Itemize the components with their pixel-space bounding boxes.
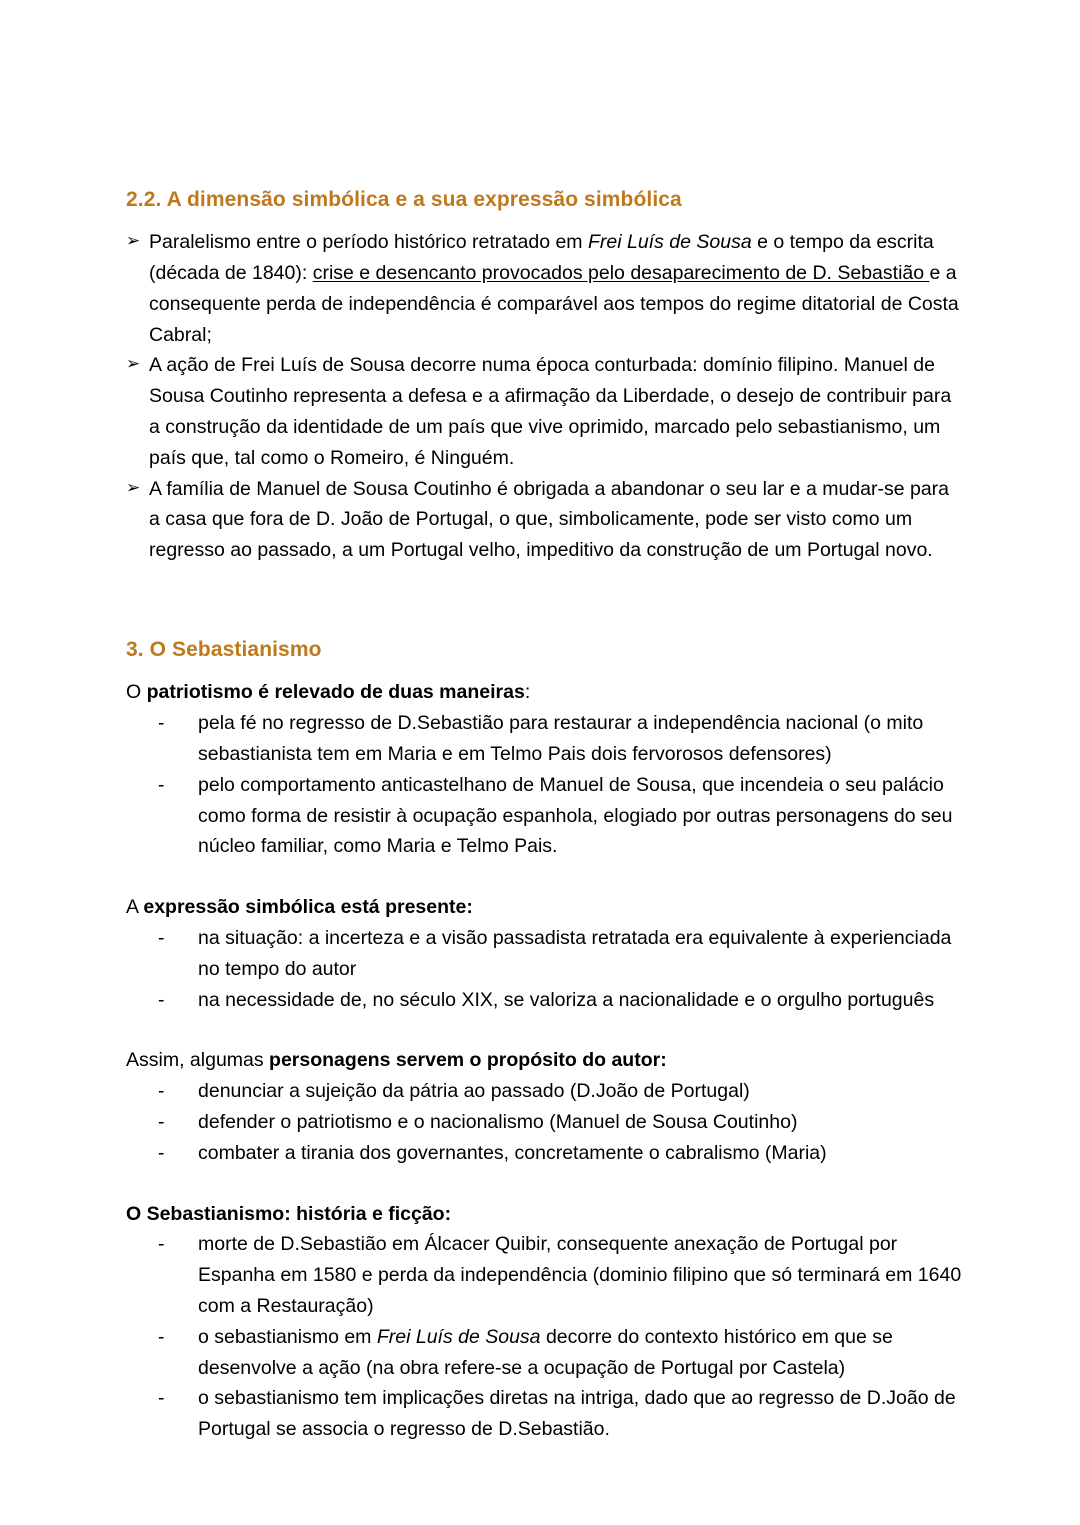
document-body xyxy=(126,186,964,1445)
block-spacer xyxy=(126,862,964,892)
text-run-underline: crise e desencanto provocados pelo desaparecimento de D. Sebastião xyxy=(312,262,930,285)
text-run-bold: patriotismo é relevado de duas maneiras xyxy=(146,681,525,704)
dash-bullet-list-historia-e-ficcao xyxy=(126,1229,964,1445)
dash-bullet-icon: - xyxy=(158,1387,165,1410)
dash-list-item xyxy=(126,1229,964,1321)
text-run-normal: e o tempo da escrita (década de 1840): xyxy=(149,231,934,285)
dash-list-item-text xyxy=(198,712,923,765)
text-run-normal: o sebastianismo em xyxy=(198,1325,377,1348)
text-run-normal: A xyxy=(126,896,144,919)
dash-list-item xyxy=(126,1107,964,1138)
dash-list-item-text xyxy=(198,774,952,858)
text-run-normal: A ação de Frei Luís de Sousa decorre numa época conturbada: domínio filipino. Manuel de Sousa Coutinho representa a defesa e a afirmação da Liberdade, o desejo de contribuir para a construção da identidade de um país que vive oprimido, marcado pelo sebastianismo, um país que, tal como o Romeiro, é Ninguém. xyxy=(149,354,952,469)
dash-list-item xyxy=(126,1138,964,1169)
dash-bullet-icon: - xyxy=(158,1233,165,1256)
text-run-normal: : xyxy=(524,681,531,704)
dash-list-item-text xyxy=(198,1142,827,1164)
text-run-normal: combater a tirania dos governantes, concretamente o cabralismo (Maria) xyxy=(198,1141,827,1164)
section-heading-dimensao-simbolica: 2.2. A dimensão simbólica e a sua expressão simbólica xyxy=(126,188,682,211)
text-run-normal: na necessidade de, no século XIX, se valoriza a nacionalidade e o orgulho português xyxy=(198,988,935,1011)
dash-list-item-text xyxy=(198,927,951,980)
block-expressao-simbolica xyxy=(126,892,964,1015)
dash-list-item-text xyxy=(198,1387,956,1440)
block-lead-patriotismo xyxy=(126,677,964,708)
dash-list-item xyxy=(126,1322,964,1384)
dash-bullet-icon: - xyxy=(158,1080,165,1103)
arrow-bullet-icon: ➢ xyxy=(126,231,141,251)
arrow-list-item xyxy=(126,350,964,473)
block-historia-e-ficcao xyxy=(126,1199,964,1445)
dash-bullet-list-expressao-simbolica xyxy=(126,923,964,1015)
text-run-normal: A família de Manuel de Sousa Coutinho é obrigada a abandonar o seu lar e a mudar-se para a casa que fora de D. João de Portugal, o que, simbolicamente, pode ser visto como um regresso ao passado, a um Portugal velho, impeditivo da construção de um Portugal novo. xyxy=(149,477,950,562)
text-run-italic: Frei Luís de Sousa xyxy=(587,231,752,254)
arrow-list-item-text xyxy=(149,231,959,345)
section-heading-sebastianismo: 3. O Sebastianismo xyxy=(126,638,322,662)
section-spacer xyxy=(126,566,964,636)
arrow-bullet-icon: ➢ xyxy=(126,354,141,374)
text-run-normal: denunciar a sujeição da pátria ao passado (D.João de Portugal) xyxy=(198,1080,750,1103)
block-spacer xyxy=(126,1169,964,1199)
text-run-normal: Assim, algumas xyxy=(126,1049,270,1072)
dash-bullet-icon: - xyxy=(158,1325,165,1348)
dash-list-item xyxy=(126,923,964,985)
dash-bullet-list-personagens-proposito xyxy=(126,1076,964,1168)
block-lead-historia-e-ficcao xyxy=(126,1199,964,1230)
text-run-normal: na situação: a incerteza e a visão passadista retratada era equivalente à experienciada no tempo do autor xyxy=(198,926,952,980)
block-lead-expressao-simbolica xyxy=(126,892,964,923)
dash-bullet-icon: - xyxy=(158,1110,165,1133)
text-run-bold: expressão simbólica está presente: xyxy=(143,896,473,919)
dash-list-item xyxy=(126,1383,964,1445)
dash-bullet-icon: - xyxy=(158,1141,165,1164)
text-run-normal: decorre do contexto histórico em que se desenvolve a ação (na obra refere-se a ocupação de Portugal por Castela) xyxy=(198,1325,893,1379)
dash-list-item-text xyxy=(198,989,934,1011)
text-run-normal: defender o patriotismo e o nacionalismo (Manuel de Sousa Coutinho) xyxy=(198,1110,798,1133)
text-run-normal: O xyxy=(126,681,147,704)
arrow-list-item xyxy=(126,474,964,566)
dash-list-item-text xyxy=(198,1111,797,1133)
dash-bullet-list-patriotismo xyxy=(126,708,964,862)
dash-bullet-icon: - xyxy=(158,773,165,796)
dash-bullet-icon: - xyxy=(158,712,165,735)
block-patriotismo xyxy=(126,677,964,862)
dash-list-item xyxy=(126,770,964,862)
arrow-list-item xyxy=(126,227,964,350)
arrow-bullet-list-dimensao-simbolica xyxy=(126,227,964,566)
dash-list-item xyxy=(126,1076,964,1107)
dash-bullet-icon: - xyxy=(158,926,165,949)
text-run-normal: e a consequente perda de independência é comparável aos tempos do regime ditatorial de Costa Cabral; xyxy=(149,262,959,346)
block-spacer xyxy=(126,1015,964,1045)
arrow-list-item-text xyxy=(149,354,951,468)
text-run-italic: Frei Luís de Sousa xyxy=(376,1325,541,1348)
dash-list-item xyxy=(126,708,964,770)
text-run-bold: personagens servem o propósito do autor: xyxy=(269,1049,667,1072)
text-run-normal: morte de D.Sebastião em Álcacer Quibir, consequente anexação de Portugal por Espanha em 1580 e perda da independência (dominio filipino que só terminará em 1640 com a Restauração) xyxy=(198,1233,962,1317)
dash-list-item-text xyxy=(198,1080,750,1102)
dash-bullet-icon: - xyxy=(158,988,165,1011)
text-run-normal: o sebastianismo tem implicações diretas na intriga, dado que ao regresso de D.João de Portugal se associa o regresso de D.Sebastião. xyxy=(198,1387,956,1441)
block-personagens-proposito xyxy=(126,1045,964,1168)
text-run-normal: Paralelismo entre o período histórico retratado em xyxy=(149,231,588,254)
text-run-normal: pelo comportamento anticastelhano de Manuel de Sousa, que incendeia o seu palácio como forma de resistir à ocupação espanhola, elogiado por outras personagens do seu núcleo familiar, como Maria e Telmo Pais. xyxy=(198,773,953,858)
block-lead-personagens-proposito xyxy=(126,1045,964,1076)
dash-list-item-text xyxy=(198,1326,893,1379)
dash-list-item-text xyxy=(198,1233,961,1317)
dash-list-item xyxy=(126,985,964,1016)
arrow-list-item-text xyxy=(149,478,949,562)
arrow-bullet-icon: ➢ xyxy=(126,477,141,497)
text-run-normal: pela fé no regresso de D.Sebastião para restaurar a independência nacional (o mito sebastianista tem em Maria e em Telmo Pais dois fervorosos defensores) xyxy=(198,712,924,765)
text-run-bold: O Sebastianismo: história e ficção: xyxy=(126,1202,452,1225)
